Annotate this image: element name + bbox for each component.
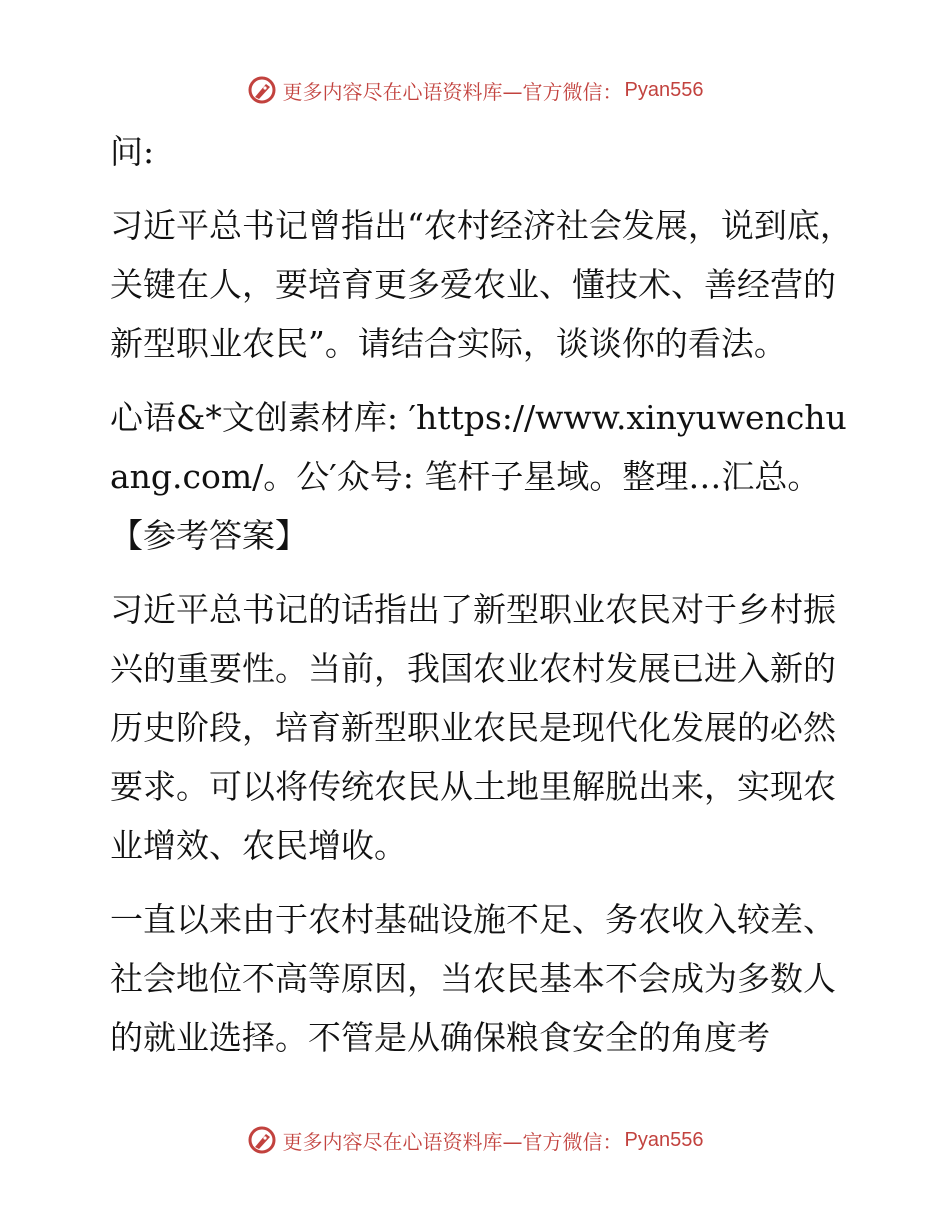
pen-nib-circle-icon xyxy=(247,75,277,105)
answer-paragraph-2: 一直以来由于农村基础设施不足、务农收入较差、社会地位不高等原因，当农民基本不会成为多数人的就业选择。不管是从确保粮食安全的角度考 xyxy=(110,900,836,1057)
document-body xyxy=(96,122,854,1082)
header-watermark xyxy=(0,70,950,110)
watermark-handle: Pyan556 xyxy=(624,1128,704,1151)
watermark-handle: Pyan556 xyxy=(624,78,704,101)
watermark-text: 更多内容尽在心语资料库—官方微信： xyxy=(282,1129,623,1154)
watermark-text: 更多内容尽在心语资料库—官方微信： xyxy=(282,79,623,104)
question-label: 问: xyxy=(110,132,155,171)
answer-paragraph-1: 习近平总书记的话指出了新型职业农民对于乡村振兴的重要性。当前，我国农业农村发展已进入新的历史阶段，培育新型职业农民是现代化发展的必然要求。可以将传统农民从土地里解脱出来，实现农业增效、农民增收。 xyxy=(110,590,836,865)
footer-watermark xyxy=(0,1120,950,1160)
question-text: 习近平总书记曾指出“农村经济社会发展，说到底，关键在人，要培育更多爱农业、懂技术、善经营的新型职业农民”。请结合实际，谈谈你的看法。 xyxy=(110,206,853,363)
source-note: 心语&*文创素材库: ′https://www.xinyuwenchuang.com/。公′众号: 笔杆子星域。整理…汇总。【参考答案】 xyxy=(110,398,847,555)
pen-nib-circle-icon xyxy=(247,1125,277,1155)
